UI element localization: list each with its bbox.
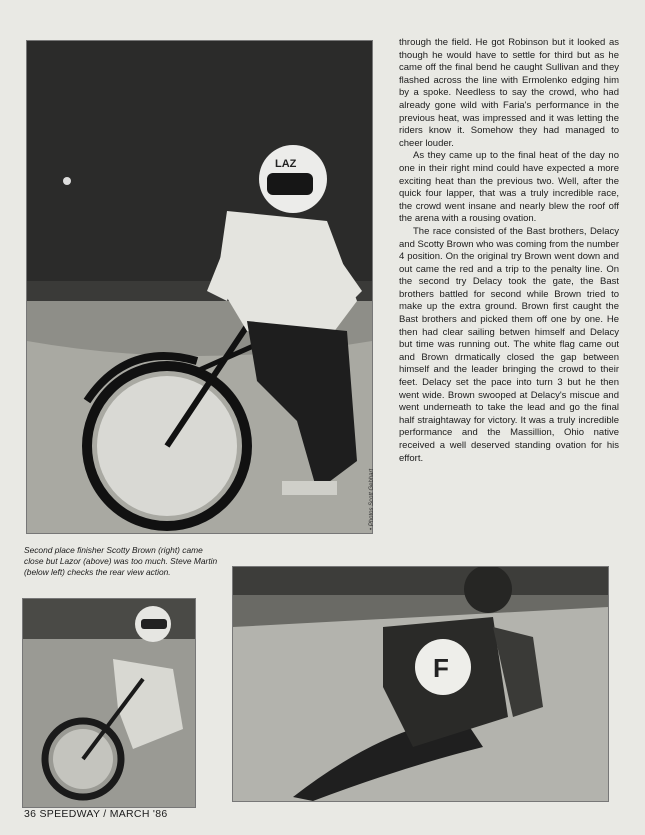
article-paragraph: through the field. He got Robinson but it looked as though he would have to settle for third but as he came off the final bend he caught Sullivan and they flashed across the line with Ermolenko edging him by a spoke. Needless to say the crowd, who had already gone wild with Faria's performance in the previous heat, was impressed and it was letting the riders know it. Somehow they had managed to cheer louder. xyxy=(399,37,619,149)
article-paragraph: As they came up to the final heat of the day no one in their right mind could have expected a more exciting heat than the previous two. Well, after the quick four lapper, that was a truly incredible race, the crowd went insane and nearly blew the roof off the arena with a rousing ovation. xyxy=(399,150,619,225)
article-paragraph: The race consisted of the Bast brothers, Delacy and Scotty Brown who was coming from the number 4 position. On the original try Brown went down and out came the red and a trip to the penalty line. On the second try Delacy took the gate, the Bast brothers battled for second while Brown tried to make up the extra ground. Brown first caught the Bast brothers and picked them off one by one. He then had clear sailing betwen himself and Delacy but time was running out. The white flag came out and Brown drmatically closed the gap between himself and the leader bringing the crowd to their feet. Delacy set the pace into turn 3 but he then went wide. Brown swooped at Delacy's miscue and went underneath to take the lead and go the final half straightaway for victory. It was a truly incredible performance and the Massillion, Ohio native received a well deserved standing ovation for his effort. xyxy=(399,225,619,464)
photo-caption: Second place finisher Scotty Brown (right) came close but Lazor (above) was too much. Steve Martin (below left) checks the rear view action. xyxy=(24,545,218,577)
vest-letter: F xyxy=(433,653,449,683)
photo-credit: • Photos Scott Gebhart xyxy=(369,468,375,530)
main-photo-rider xyxy=(26,40,373,534)
page-footer: 36 SPEEDWAY / MARCH '86 xyxy=(24,808,168,820)
photo-scotty-brown xyxy=(232,566,609,802)
photo-steve-martin xyxy=(22,598,196,808)
article-body xyxy=(399,37,619,465)
helmet-text: LAZ xyxy=(275,158,297,170)
